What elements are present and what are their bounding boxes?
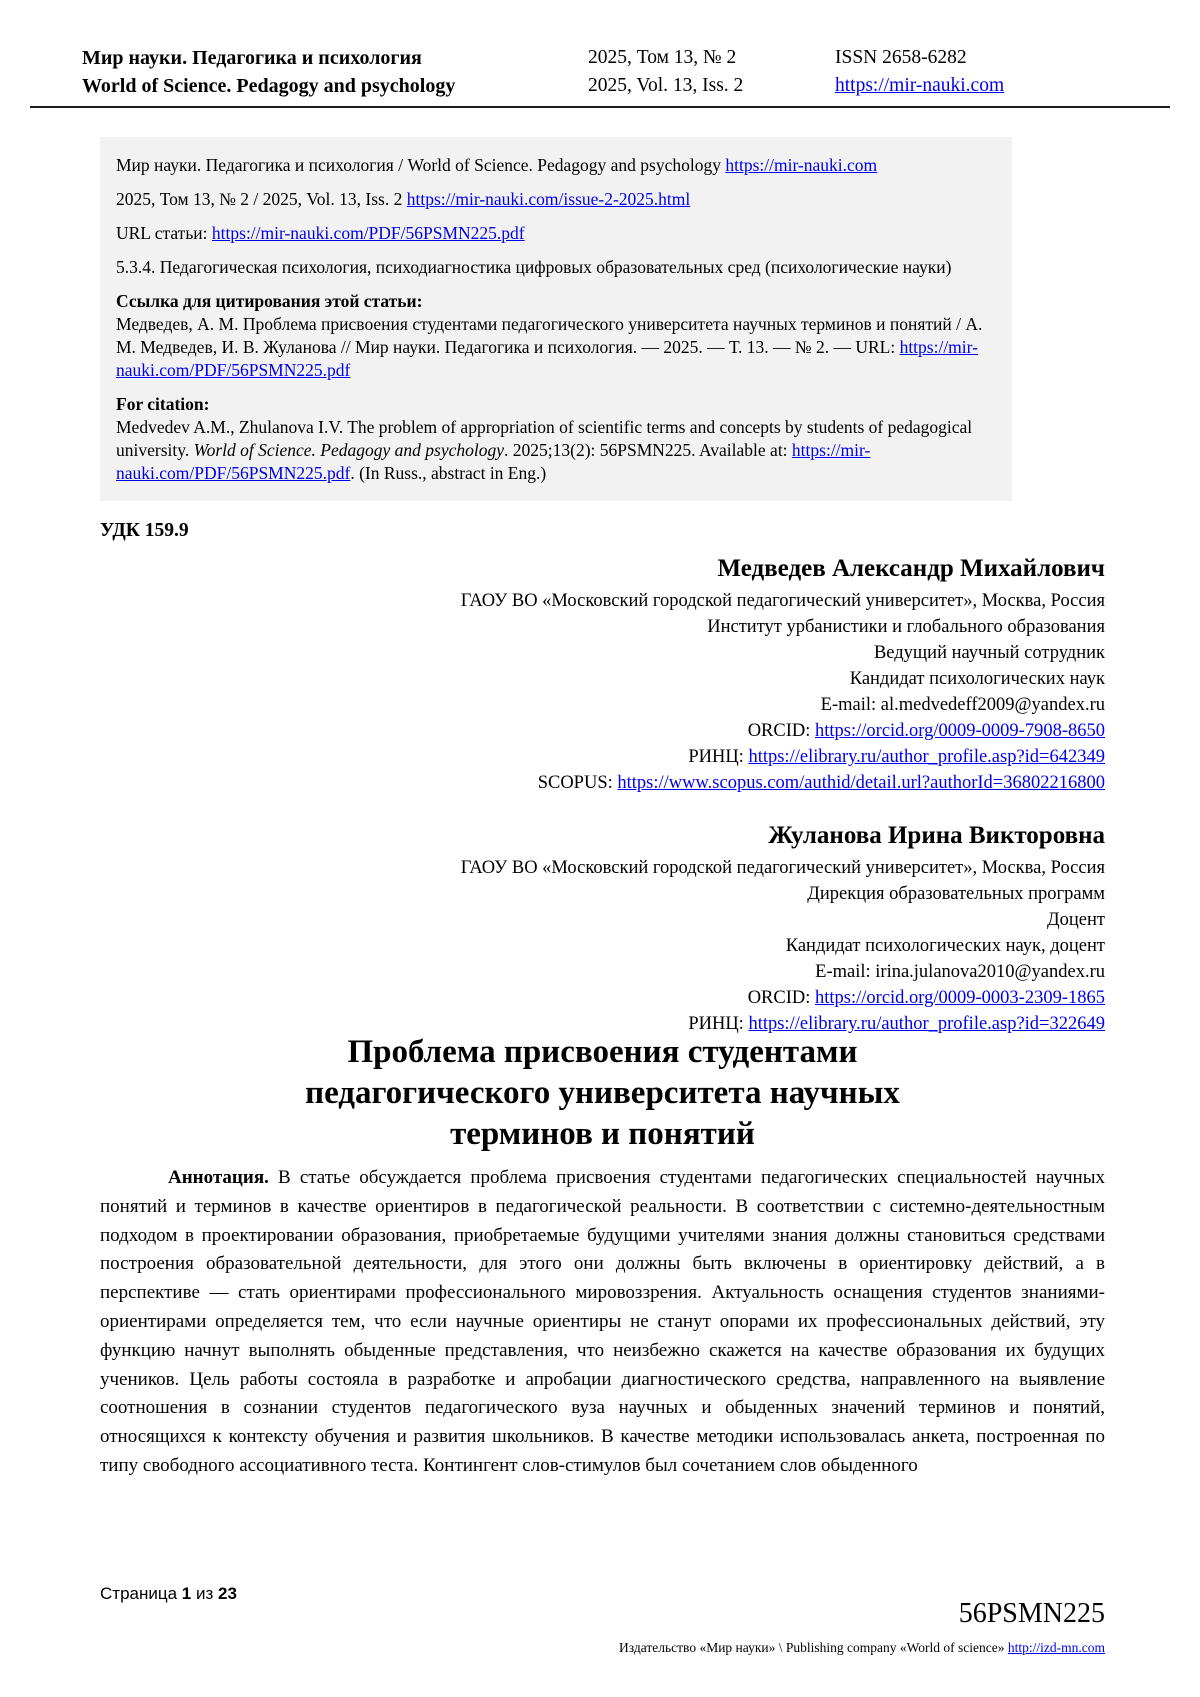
journal-link[interactable]: https://mir-nauki.com (725, 155, 878, 175)
issn-label: ISSN 2658-6282 (835, 47, 967, 68)
journal-line: Мир науки. Педагогика и психология / World of Science. Pedagogy and psychology https://mir-nauki.com (116, 155, 878, 175)
orcid-link[interactable]: https://orcid.org/0009-0009-7908-8650 (815, 721, 1105, 741)
site-link[interactable]: https://mir-nauki.com (835, 75, 1005, 96)
abstract-text: В статье обсуждается проблема присвоения студентами педагогических специальностей научных понятий и терминов в качестве ориентиров в педагогической реальности. В соответствии с системно-деятельностным подходом в проектировании образования, приобретаемые будущими учителями знания должны становиться средствами построения образовательной деятельности, для этого они должны быть включены в ориентировку действий, а в перспективе — стать ориентирами профессионального мировоззрения. Актуальность оснащения студентов знаниями-ориентирами определяется тем, что если научные ориентиры не станут опорами их профессиональных действий, эту функцию начнут выполнять обыденные представления, что неизбежно скажется на качестве образования их будущих учеников. Цель работы состояла в разработке и апробации диагностического средства, направленного на выявление соотношения в сознании студентов педагогического вуза научных и обыденных значений терминов и понятий, относящихся к контексту обучения и развития школьников. В качестве методики использовалась анкета, построенная по типу свободного ассоциативного теста. Контингент слов-стимулов был сочетанием слов обыденного (100, 1167, 1105, 1476)
orcid-link[interactable]: https://orcid.org/0009-0003-2309-1865 (815, 988, 1105, 1008)
issue-link[interactable]: https://mir-nauki.com/issue-2-2025.html (406, 189, 691, 209)
author-orcid-line: ORCID: https://orcid.org/0009-0003-2309-1865 (747, 988, 1105, 1008)
article-title-line: терминов и понятий (450, 1116, 755, 1152)
page-header-issue (588, 44, 743, 100)
citation-en-journal-italic: World of Science. Pedagogy and psychology (193, 440, 504, 460)
page-indicator: Страница 1 из 23 (100, 1584, 237, 1603)
citation-en-text: Medvedev A.M., Zhulanova I.V. The problem of appropriation of scientific terms and concepts by students of pedagogical university. World of Science. Pedagogy and psychology. 2025;13(2): 56PSMN225. Available at: https://mir-nauki.com/PDF/56PSMN225.pdf. (In Russ., abstract in Eng.) (116, 417, 973, 483)
article-title-line: педагогического университета научных (305, 1075, 900, 1111)
author-degree: Кандидат психологических наук (849, 669, 1105, 689)
citation-ru-text: Медведев, А. М. Проблема присвоения студентами педагогического университета научных терминов и понятий / А. М. Медведев, И. В. Жуланова // Мир науки. Педагогика и психология. — 2025. — Т. 13. — № 2. — URL: https://mir-nauki.com/PDF/56PSMN225.pdf (116, 314, 983, 380)
article-title (100, 1032, 1105, 1155)
author-email: E-mail: irina.julanova2010@yandex.ru (815, 962, 1105, 982)
author-block-medvedev (100, 552, 1105, 796)
citation-en-label: For citation: (116, 394, 210, 414)
article-title-line: Проблема присвоения студентами (347, 1034, 858, 1070)
citation-ru-link[interactable]: https://mir-nauki.com/PDF/56PSMN225.pdf (116, 337, 978, 380)
article-info-box (100, 137, 1012, 501)
citation-ru-label: Ссылка для цитирования этой статьи: (116, 291, 423, 311)
author-block-zhulanova (100, 819, 1105, 1037)
author-scopus-line: SCOPUS: https://www.scopus.com/authid/detail.url?authorId=36802216800 (537, 773, 1105, 793)
citation-en-link[interactable]: https://mir-nauki.com/PDF/56PSMN225.pdf (116, 440, 871, 483)
page-total: 23 (218, 1584, 237, 1603)
article-id: 56PSMN225 (958, 1598, 1105, 1629)
author-affiliation: ГАОУ ВО «Московский городской педагогический университет», Москва, Россия (460, 858, 1105, 878)
author-name: Жуланова Ирина Викторовна (768, 822, 1105, 849)
abstract (100, 1164, 1105, 1481)
page-header-right (835, 44, 1004, 100)
page-header-left (82, 44, 455, 100)
authors-section (100, 552, 1105, 1037)
issue-info-en: 2025, Vol. 13, Iss. 2 (588, 75, 744, 96)
author-department: Институт урбанистики и глобального образования (707, 617, 1105, 637)
udc-label: УДК 159.9 (100, 520, 189, 541)
author-department: Дирекция образовательных программ (807, 884, 1105, 904)
author-degree: Кандидат психологических наук, доцент (785, 936, 1105, 956)
journal-title-en: World of Science. Pedagogy and psychology (82, 75, 456, 97)
author-email: E-mail: al.medvedeff2009@yandex.ru (820, 695, 1105, 715)
author-affiliation: ГАОУ ВО «Московский городской педагогический университет», Москва, Россия (460, 591, 1105, 611)
issue-info-ru: 2025, Том 13, № 2 (588, 47, 737, 68)
issue-line: 2025, Том 13, № 2 / 2025, Vol. 13, Iss. 2 https://mir-nauki.com/issue-2-2025.html (116, 189, 691, 209)
author-position: Ведущий научный сотрудник (873, 643, 1105, 663)
header-divider (30, 106, 1170, 108)
article-url-line: URL статьи: https://mir-nauki.com/PDF/56PSMN225.pdf (116, 223, 525, 243)
author-rinc-line: РИНЦ: https://elibrary.ru/author_profile.asp?id=322649 (688, 1014, 1105, 1034)
author-name: Медведев Александр Михайлович (717, 555, 1105, 582)
author-rinc-line: РИНЦ: https://elibrary.ru/author_profile.asp?id=642349 (688, 747, 1105, 767)
rinc-link[interactable]: https://elibrary.ru/author_profile.asp?id=322649 (748, 1014, 1105, 1034)
publisher-line: Издательство «Мир науки» \ Publishing company «World of science» http://izd-mn.com (619, 1640, 1105, 1655)
page-number: 1 (181, 1584, 192, 1603)
article-url-link[interactable]: https://mir-nauki.com/PDF/56PSMN225.pdf (211, 223, 525, 243)
author-position: Доцент (1047, 910, 1105, 930)
rinc-link[interactable]: https://elibrary.ru/author_profile.asp?id=642349 (748, 747, 1105, 767)
specialty-line: 5.3.4. Педагогическая психология, психодиагностика цифровых образовательных сред (психологические науки) (116, 257, 952, 277)
abstract-label: Аннотация. (168, 1167, 269, 1188)
author-orcid-line: ORCID: https://orcid.org/0009-0009-7908-8650 (747, 721, 1105, 741)
journal-title-ru: Мир науки. Педагогика и психология (82, 47, 422, 69)
publisher-link[interactable]: http://izd-mn.com (1007, 1640, 1105, 1655)
scopus-link[interactable]: https://www.scopus.com/authid/detail.url?authorId=36802216800 (617, 773, 1105, 793)
